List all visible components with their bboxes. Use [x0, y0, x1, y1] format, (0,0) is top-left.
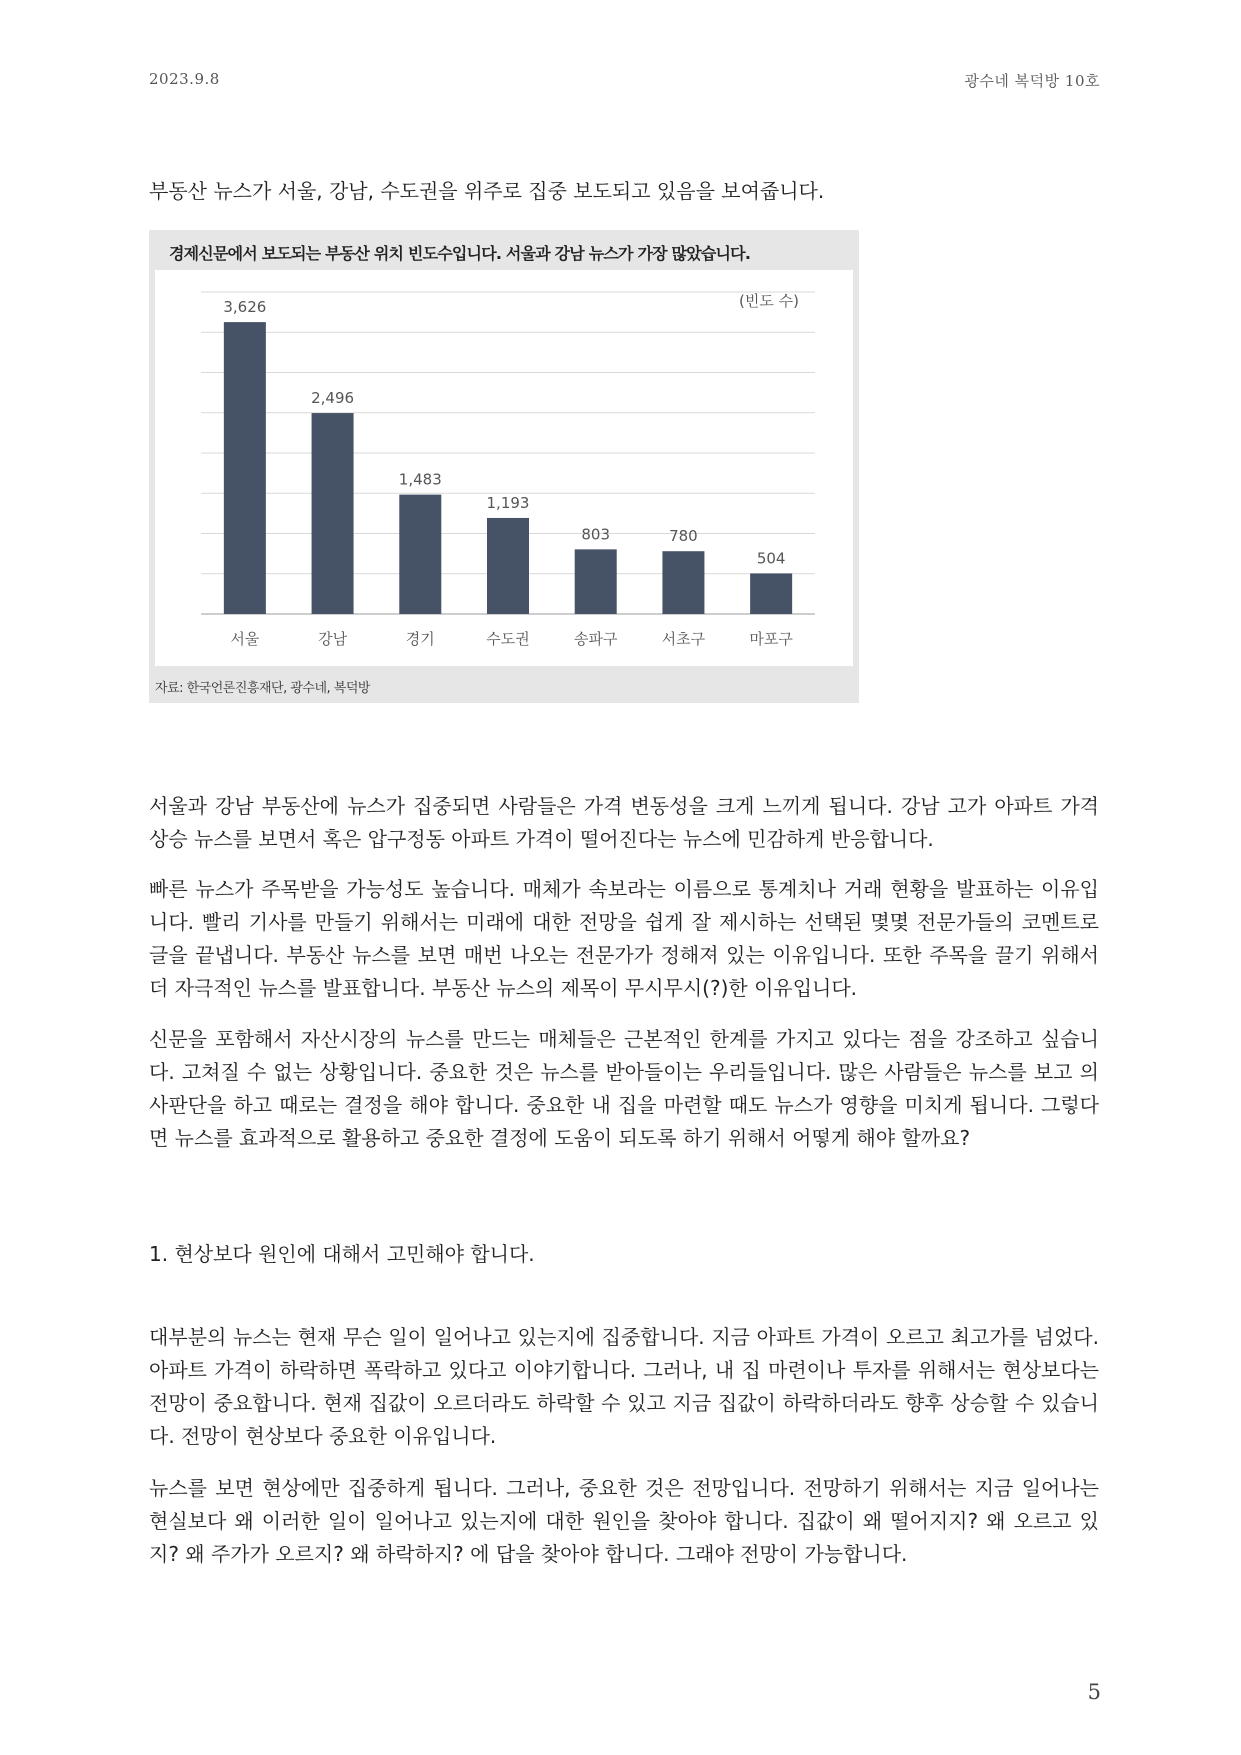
bar-3	[399, 495, 441, 614]
bar-4	[487, 518, 529, 614]
section-heading-1: 1. 현상보다 원인에 대해서 고민해야 합니다.	[149, 1242, 535, 1266]
bar-value-label-3: 1,483	[398, 470, 442, 489]
intro-text: 부동산 뉴스가 서울, 강남, 수도권을 위주로 집중 보도되고 있음을 보여줍니다.	[149, 179, 825, 203]
bar-value-label-2: 2,496	[311, 389, 355, 408]
header-date: 2023.9.8	[149, 70, 220, 88]
bar-value-label-7: 504	[756, 549, 786, 568]
category-label-1: 서울	[230, 630, 260, 648]
category-label-2: 강남	[318, 630, 348, 648]
category-label-7: 마포구	[749, 630, 793, 648]
bar-value-label-1: 3,626	[223, 298, 267, 317]
bar-2	[312, 413, 354, 614]
body-paragraph-1: 서울과 강남 부동산에 뉴스가 집중되면 사람들은 가격 변동성을 크게 느끼게 됩니다. 강남 고가 아파트 가격 상승 뉴스를 보면서 혹은 압구정동 아파트 가격이 떨어진다는 뉴스에 민감하게 반응합니다.	[149, 794, 1099, 851]
body-paragraph-5: 뉴스를 보면 현상에만 집중하게 됩니다. 그러나, 중요한 것은 전망입니다. 전망하기 위해서는 지금 일어나는 현실보다 왜 이러한 일이 일어나고 있는지에 대한 원인을 찾아야 합니다. 집값이 왜 떨어지지? 왜 오르고 있지? 왜 주가가 오르지? 왜 하락하지? 에 답을 찾아야 합니다. 그래야 전망이 가능합니다.	[149, 1476, 1099, 1566]
category-label-4: 수도권	[486, 630, 530, 648]
chart-bars	[224, 322, 792, 614]
bar-7	[750, 573, 792, 614]
header-publication: 광수네 복덕방 10호	[964, 72, 1100, 90]
category-label-5: 송파구	[573, 630, 618, 648]
bar-5	[575, 549, 617, 614]
bar-value-label-6: 780	[669, 527, 698, 546]
figure-source: 자료: 한국언론진흥재단, 광수네, 복덕방	[155, 681, 370, 696]
bar-chart	[155, 270, 853, 666]
bar-value-label-5: 803	[581, 525, 611, 544]
body-paragraph-2: 빠른 뉴스가 주목받을 가능성도 높습니다. 매체가 속보라는 이름으로 통계치나 거래 현황을 발표하는 이유입니다. 빨리 기사를 만들기 위해서는 미래에 대한 전망을 쉽게 잘 제시하는 선택된 몇몇 전문가들의 코멘트로 글을 끝냅니다. 부동산 뉴스를 보면 매번 나오는 전문가가 정해져 있는 이유입니다. 또한 주목을 끌기 위해서 더 자극적인 뉴스를 발표합니다. 부동산 뉴스의 제목이 무시무시(?)한 이유입니다.	[149, 877, 1099, 1000]
bar-value-label-4: 1,193	[486, 493, 530, 512]
chart-unit-label: (빈도 수)	[739, 292, 799, 310]
chart-category-labels	[230, 630, 793, 648]
figure-caption: 경제신문에서 보도되는 부동산 위치 빈도수입니다. 서울과 강남 뉴스가 가장 많았습니다.	[169, 244, 751, 263]
category-label-3: 경기	[405, 630, 435, 648]
body-paragraph-3: 신문을 포함해서 자산시장의 뉴스를 만드는 매체들은 근본적인 한계를 가지고 있다는 점을 강조하고 싶습니다. 고쳐질 수 없는 상황입니다. 중요한 것은 뉴스를 받아들이는 우리들입니다. 많은 사람들은 뉴스를 보고 의사판단을 하고 때로는 결정을 해야 합니다. 중요한 내 집을 마련할 때도 뉴스가 영향을 미치게 됩니다. 그렇다면 뉴스를 효과적으로 활용하고 중요한 결정에 도움이 되도록 하기 위해서 어떻게 해야 할까요?	[149, 1027, 1099, 1150]
figure	[149, 230, 859, 703]
body-paragraph-4: 대부분의 뉴스는 현재 무슨 일이 일어나고 있는지에 집중합니다. 지금 아파트 가격이 오르고 최고가를 넘었다. 아파트 가격이 하락하면 폭락하고 있다고 이야기합니다. 그러나, 내 집 마련이나 투자를 위해서는 현상보다는 전망이 중요합니다. 현재 집값이 오르더라도 하락할 수 있고 지금 집값이 하락하더라도 향후 상승할 수 있습니다. 전망이 현상보다 중요한 이유입니다.	[149, 1325, 1099, 1448]
bar-6	[662, 551, 704, 614]
category-label-6: 서초구	[661, 630, 706, 648]
page-number: 5	[1087, 1680, 1101, 1704]
chart-panel	[155, 270, 853, 666]
bar-1	[224, 322, 266, 614]
